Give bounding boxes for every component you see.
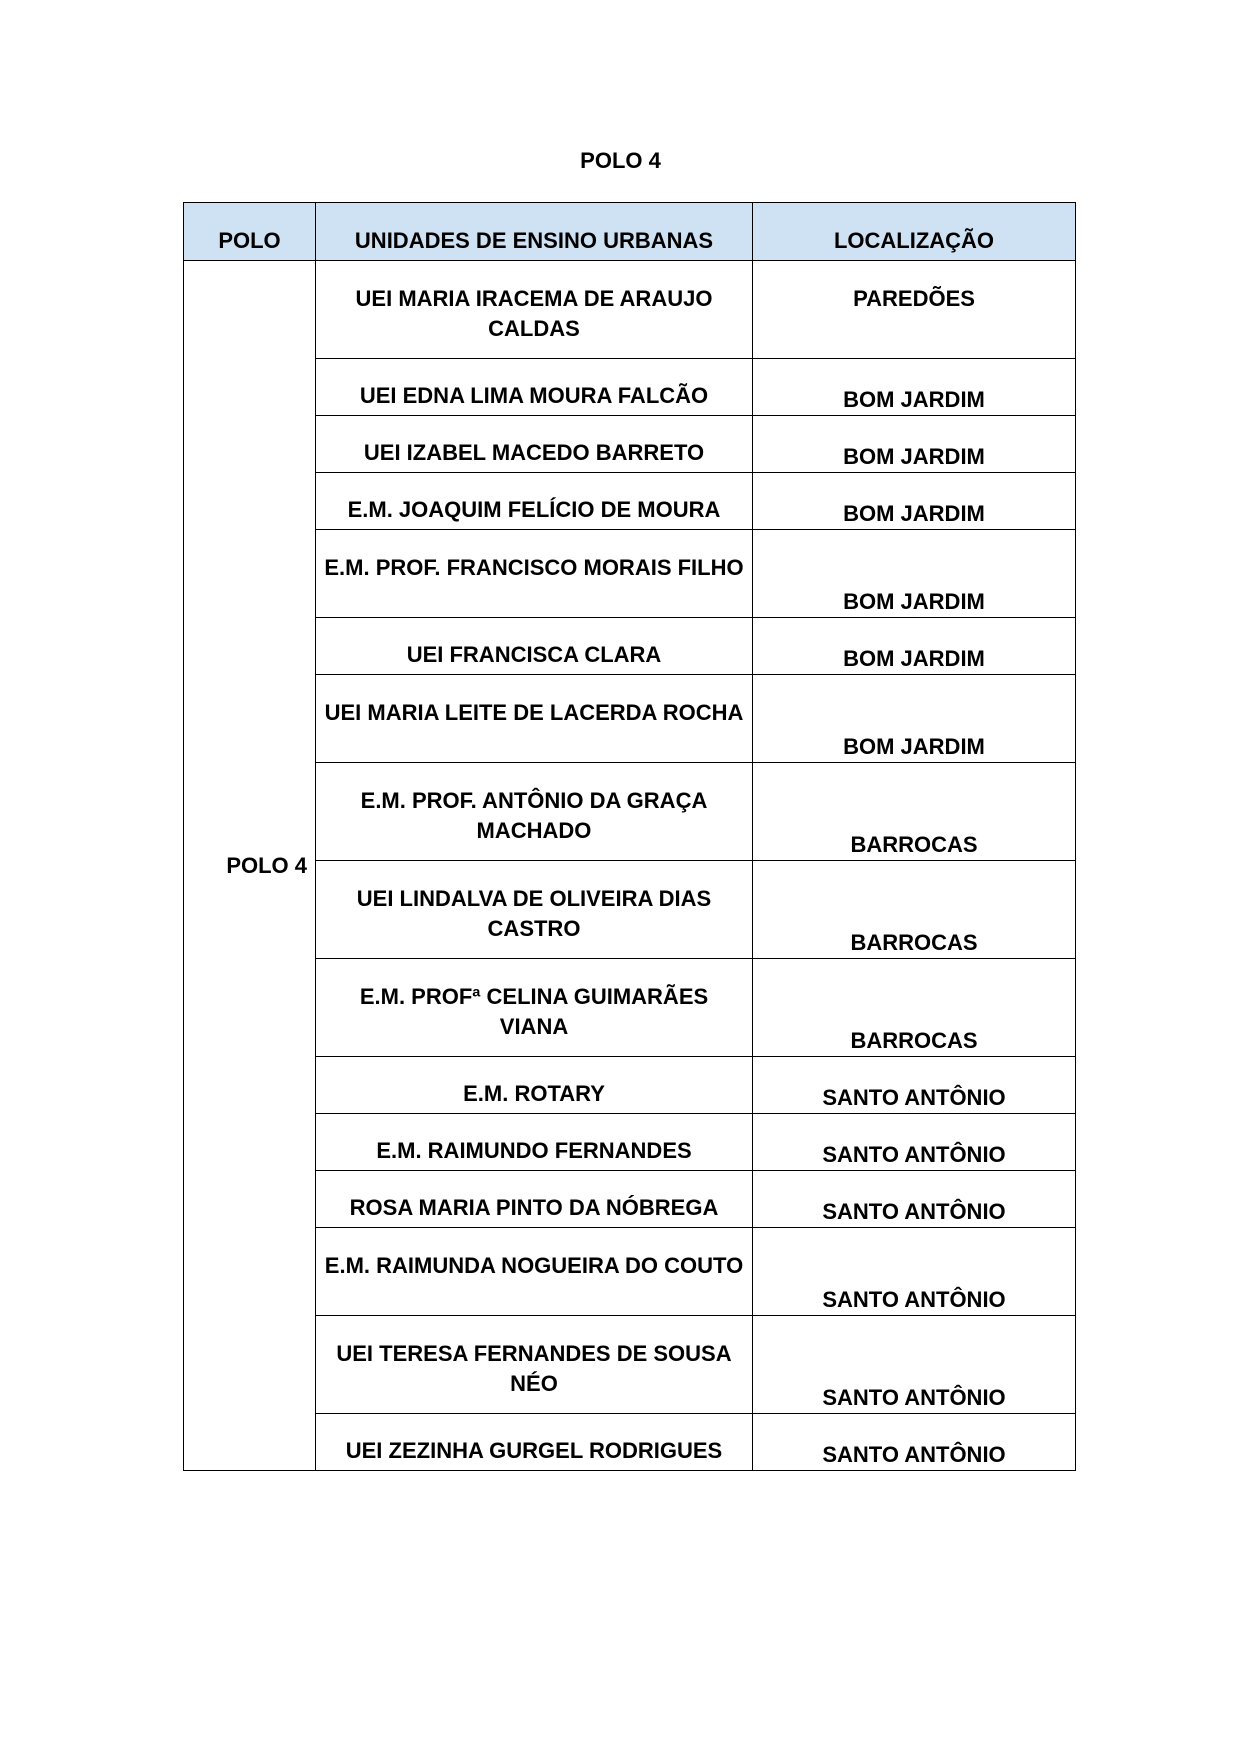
localizacao-cell: PAREDÕES bbox=[753, 261, 1076, 359]
unidade-cell: E.M. PROF. ANTÔNIO DA GRAÇA MACHADO bbox=[316, 763, 753, 861]
header-polo: POLO bbox=[184, 203, 316, 261]
document-title bbox=[0, 148, 1241, 174]
localizacao-cell: BOM JARDIM bbox=[753, 675, 1076, 763]
unidade-cell: UEI FRANCISCA CLARA bbox=[316, 618, 753, 675]
document-title-text: POLO 4 bbox=[580, 148, 661, 173]
unidade-cell: E.M. ROTARY bbox=[316, 1057, 753, 1114]
table-row bbox=[184, 1057, 1076, 1114]
unidade-cell: E.M. PROFª CELINA GUIMARÃES VIANA bbox=[316, 959, 753, 1057]
table-row bbox=[184, 861, 1076, 959]
table-body bbox=[184, 261, 1076, 1471]
localizacao-cell: BOM JARDIM bbox=[753, 473, 1076, 530]
table-row bbox=[184, 416, 1076, 473]
table-row bbox=[184, 473, 1076, 530]
localizacao-cell: SANTO ANTÔNIO bbox=[753, 1414, 1076, 1471]
table-header-row bbox=[184, 203, 1076, 261]
table-row bbox=[184, 959, 1076, 1057]
table-row bbox=[184, 1114, 1076, 1171]
localizacao-cell: SANTO ANTÔNIO bbox=[753, 1228, 1076, 1316]
localizacao-cell: BARROCAS bbox=[753, 959, 1076, 1057]
unidade-cell: UEI EDNA LIMA MOURA FALCÃO bbox=[316, 359, 753, 416]
header-localizacao: LOCALIZAÇÃO bbox=[753, 203, 1076, 261]
table-row bbox=[184, 618, 1076, 675]
polo-cell: POLO 4 bbox=[184, 261, 316, 1471]
localizacao-cell: SANTO ANTÔNIO bbox=[753, 1114, 1076, 1171]
localizacao-cell: BOM JARDIM bbox=[753, 618, 1076, 675]
unidade-cell: UEI ZEZINHA GURGEL RODRIGUES bbox=[316, 1414, 753, 1471]
table-row bbox=[184, 675, 1076, 763]
unidade-cell: UEI MARIA IRACEMA DE ARAUJO CALDAS bbox=[316, 261, 753, 359]
schools-table bbox=[183, 202, 1076, 1471]
table-row bbox=[184, 1316, 1076, 1414]
localizacao-cell: BOM JARDIM bbox=[753, 416, 1076, 473]
table-row bbox=[184, 763, 1076, 861]
unidade-cell: UEI MARIA LEITE DE LACERDA ROCHA bbox=[316, 675, 753, 763]
table-header bbox=[184, 203, 1076, 261]
unidade-cell: E.M. RAIMUNDO FERNANDES bbox=[316, 1114, 753, 1171]
localizacao-cell: BARROCAS bbox=[753, 861, 1076, 959]
table-row bbox=[184, 1228, 1076, 1316]
table-row bbox=[184, 1171, 1076, 1228]
unidade-cell: E.M. JOAQUIM FELÍCIO DE MOURA bbox=[316, 473, 753, 530]
localizacao-cell: SANTO ANTÔNIO bbox=[753, 1316, 1076, 1414]
localizacao-cell: SANTO ANTÔNIO bbox=[753, 1057, 1076, 1114]
localizacao-cell: SANTO ANTÔNIO bbox=[753, 1171, 1076, 1228]
unidade-cell: E.M. RAIMUNDA NOGUEIRA DO COUTO bbox=[316, 1228, 753, 1316]
table-row bbox=[184, 1414, 1076, 1471]
table-row bbox=[184, 359, 1076, 416]
localizacao-cell: BOM JARDIM bbox=[753, 530, 1076, 618]
header-unidades: UNIDADES DE ENSINO URBANAS bbox=[316, 203, 753, 261]
unidade-cell: UEI LINDALVA DE OLIVEIRA DIAS CASTRO bbox=[316, 861, 753, 959]
unidade-cell: UEI IZABEL MACEDO BARRETO bbox=[316, 416, 753, 473]
table-row bbox=[184, 530, 1076, 618]
unidade-cell: E.M. PROF. FRANCISCO MORAIS FILHO bbox=[316, 530, 753, 618]
unidade-cell: ROSA MARIA PINTO DA NÓBREGA bbox=[316, 1171, 753, 1228]
localizacao-cell: BOM JARDIM bbox=[753, 359, 1076, 416]
localizacao-cell: BARROCAS bbox=[753, 763, 1076, 861]
unidade-cell: UEI TERESA FERNANDES DE SOUSA NÉO bbox=[316, 1316, 753, 1414]
table-row bbox=[184, 261, 1076, 359]
